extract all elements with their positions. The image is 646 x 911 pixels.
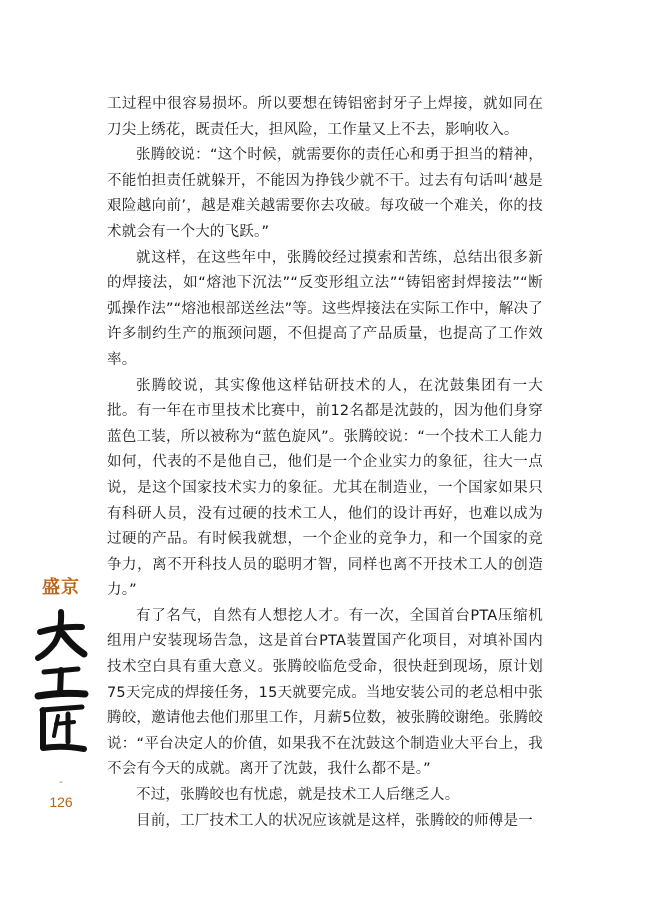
book-title-small: 盛京 <box>42 577 80 598</box>
book-sidebar <box>28 578 94 810</box>
page-number: 126 <box>49 794 73 810</box>
paragraph: 张腾皎说：“这个时候，就需要你的责任心和勇于担当的精神，不能怕担责任就躲开，不能因为挣钱少就不干。过去有句话叫‘越是艰险越向前’，越是难关越需要你去攻破。每攻破一个难关，你的技术就会有一个大的飞跃。” <box>107 147 543 240</box>
paragraph: 工过程中很容易损坏。所以要想在铸铝密封牙子上焊接，就如同在刀尖上绣花，既责任大，担风险，工作量又上不去，影响收入。 <box>107 96 543 138</box>
paragraph: 就这样，在这些年中，张腾皎经过摸索和苦练，总结出很多新的焊接法，如“熔池下沉法”“反变形组立法”“铸铝密封焊接法”“断弧操作法”“熔池根部送丝法”等。这些焊接法在实际工作中，解决了许多制约生产的瓶颈问题，不但提高了产品质量，也提高了工作效率。 <box>107 249 543 368</box>
body-text <box>107 92 543 834</box>
page-divider: - <box>59 777 63 788</box>
paragraph: 不过，张腾皎也有忧虑，就是技术工人后继乏人。 <box>136 787 460 804</box>
calligraphy-logo <box>32 608 90 758</box>
paragraph: 有了名气，自然有人想挖人才。有一次，全国首台PTA压缩机组用户安装现场告急，这是首台PTA装置国产化项目，对填补国内技术空白具有重大意义。张腾皎临危受命，很快赶到现场，原计划75天完成的焊接任务，15天就要完成。当地安装公司的老总相中张腾皎，邀请他去他们那里工作，月薪5位数，被张腾皎谢绝。张腾皎说：“平台决定人的价值，如果我不在沈鼓这个制造业大平台上，我不会有今天的成就。离开了沈鼓，我什么都不是。” <box>107 607 543 778</box>
paragraph: 张腾皎说，其实像他这样钻研技术的人，在沈鼓集团有一大批。有一年在市里技术比赛中，前12名都是沈鼓的，因为他们身穿蓝色工装，所以被称为“蓝色旋风”。张腾皎说：“一个技术工人能力如何，代表的不是他自己，他们是一个企业实力的象征，往大一点说，是这个国家技术实力的象征。尤其在制造业，一个国家如果只有科研人员，没有过硬的技术工人，他们的设计再好，也难以成为过硬的产品。有时候我就想，一个企业的竞争力，和一个国家的竞争力，离不开科技人员的聪明才智，同样也离不开技术工人的创造力。” <box>107 377 543 599</box>
paragraph: 目前，工厂技术工人的状况应该就是这样，张腾皎的师傅是一 <box>136 812 533 829</box>
